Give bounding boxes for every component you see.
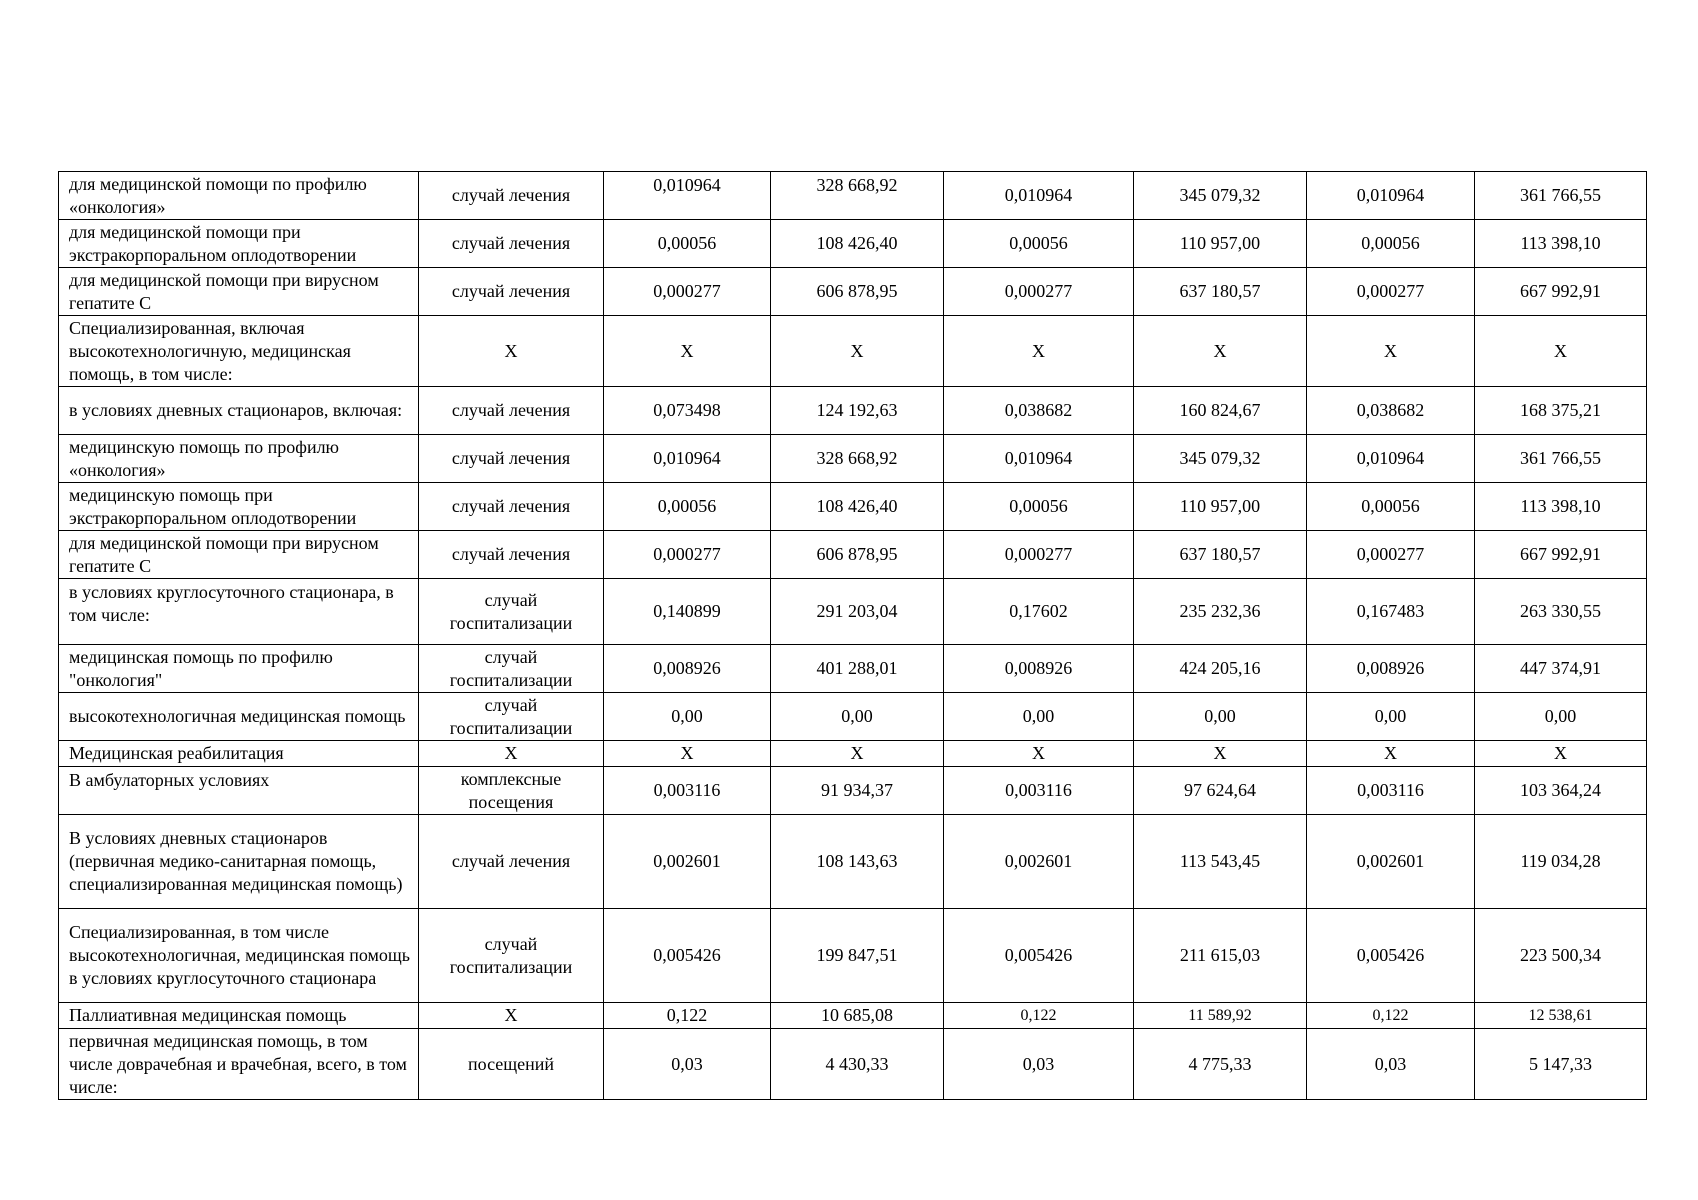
table-row xyxy=(59,531,1647,579)
value-cell: 328 668,92 xyxy=(771,435,944,483)
row-label: для медицинской помощи при экстракорпоральном оплодотворении xyxy=(59,220,419,268)
value-cell: Х xyxy=(1475,316,1647,387)
value-cell: 667 992,91 xyxy=(1475,268,1647,316)
row-label: медицинскую помощь по профилю «онкология» xyxy=(59,435,419,483)
value-cell: 108 143,63 xyxy=(771,815,944,909)
table-row xyxy=(59,220,1647,268)
value-cell: 235 232,36 xyxy=(1134,579,1307,645)
unit-cell: комплексные посещения xyxy=(419,767,604,815)
value-cell: 0,03 xyxy=(604,1029,771,1100)
value-cell: 0,073498 xyxy=(604,387,771,435)
value-cell: 113 398,10 xyxy=(1475,220,1647,268)
value-cell: 0,140899 xyxy=(604,579,771,645)
value-cell: 328 668,92 xyxy=(771,172,944,220)
row-label: высокотехнологичная медицинская помощь xyxy=(59,693,419,741)
value-cell: 103 364,24 xyxy=(1475,767,1647,815)
value-cell: Х xyxy=(944,741,1134,767)
row-label: в условиях круглосуточного стационара, в том числе: xyxy=(59,579,419,645)
value-cell: 0,00056 xyxy=(604,220,771,268)
value-cell: 424 205,16 xyxy=(1134,645,1307,693)
value-cell: 0,00056 xyxy=(1307,220,1475,268)
value-cell: 97 624,64 xyxy=(1134,767,1307,815)
table-row xyxy=(59,387,1647,435)
row-label: В условиях дневных стационаров (первичная медико-санитарная помощь, специализированная медицинская помощь) xyxy=(59,815,419,909)
row-label: в условиях дневных стационаров, включая: xyxy=(59,387,419,435)
value-cell: 0,003116 xyxy=(604,767,771,815)
unit-cell: случай лечения xyxy=(419,172,604,220)
value-cell: 361 766,55 xyxy=(1475,435,1647,483)
value-cell: 0,000277 xyxy=(604,268,771,316)
value-cell: 0,000277 xyxy=(944,268,1134,316)
value-cell: 0,005426 xyxy=(604,909,771,1003)
value-cell: 447 374,91 xyxy=(1475,645,1647,693)
unit-cell: случай лечения xyxy=(419,815,604,909)
value-cell: 0,00 xyxy=(771,693,944,741)
table-row xyxy=(59,172,1647,220)
unit-cell: случай госпитализации xyxy=(419,693,604,741)
value-cell: 0,010964 xyxy=(604,172,771,220)
table-row xyxy=(59,909,1647,1003)
value-cell: 4 775,33 xyxy=(1134,1029,1307,1100)
value-cell: 124 192,63 xyxy=(771,387,944,435)
value-cell: 0,167483 xyxy=(1307,579,1475,645)
table-row xyxy=(59,767,1647,815)
value-cell: 110 957,00 xyxy=(1134,220,1307,268)
value-cell: 110 957,00 xyxy=(1134,483,1307,531)
value-cell: 0,010964 xyxy=(944,172,1134,220)
table-row xyxy=(59,316,1647,387)
row-label: Специализированная, включая высокотехнологичную, медицинская помощь, в том числе: xyxy=(59,316,419,387)
value-cell: Х xyxy=(1134,741,1307,767)
value-cell: 91 934,37 xyxy=(771,767,944,815)
value-cell: Х xyxy=(771,316,944,387)
value-cell: Х xyxy=(604,316,771,387)
value-cell: 606 878,95 xyxy=(771,531,944,579)
value-cell: 0,00056 xyxy=(1307,483,1475,531)
value-cell: 0,000277 xyxy=(1307,268,1475,316)
value-cell: Х xyxy=(1307,316,1475,387)
value-cell: 291 203,04 xyxy=(771,579,944,645)
value-cell: Х xyxy=(771,741,944,767)
unit-cell: случай госпитализации xyxy=(419,579,604,645)
table-row xyxy=(59,483,1647,531)
value-cell: 637 180,57 xyxy=(1134,531,1307,579)
value-cell: 0,008926 xyxy=(604,645,771,693)
row-label: Медицинская реабилитация xyxy=(59,741,419,767)
table-row xyxy=(59,268,1647,316)
unit-cell: Х xyxy=(419,316,604,387)
unit-cell: посещений xyxy=(419,1029,604,1100)
value-cell: 0,005426 xyxy=(944,909,1134,1003)
row-label: медицинскую помощь при экстракорпоральном оплодотворении xyxy=(59,483,419,531)
value-cell: 606 878,95 xyxy=(771,268,944,316)
value-cell: 223 500,34 xyxy=(1475,909,1647,1003)
value-cell: 0,000277 xyxy=(944,531,1134,579)
table-row xyxy=(59,435,1647,483)
value-cell: 4 430,33 xyxy=(771,1029,944,1100)
value-cell: 0,00 xyxy=(944,693,1134,741)
value-cell: 0,008926 xyxy=(1307,645,1475,693)
value-cell: 0,00 xyxy=(1475,693,1647,741)
value-cell: 0,002601 xyxy=(1307,815,1475,909)
value-cell: 12 538,61 xyxy=(1475,1003,1647,1029)
value-cell: 637 180,57 xyxy=(1134,268,1307,316)
table-row xyxy=(59,1029,1647,1100)
value-cell: 108 426,40 xyxy=(771,483,944,531)
value-cell: 0,122 xyxy=(1307,1003,1475,1029)
value-cell: 113 543,45 xyxy=(1134,815,1307,909)
row-label: Паллиативная медицинская помощь xyxy=(59,1003,419,1029)
value-cell: 5 147,33 xyxy=(1475,1029,1647,1100)
value-cell: Х xyxy=(1475,741,1647,767)
value-cell: Х xyxy=(944,316,1134,387)
value-cell: 199 847,51 xyxy=(771,909,944,1003)
value-cell: 0,03 xyxy=(944,1029,1134,1100)
value-cell: 0,010964 xyxy=(604,435,771,483)
value-cell: 0,00056 xyxy=(944,220,1134,268)
value-cell: 0,17602 xyxy=(944,579,1134,645)
unit-cell: случай лечения xyxy=(419,268,604,316)
value-cell: 0,002601 xyxy=(944,815,1134,909)
row-label: для медицинской помощи по профилю «онкология» xyxy=(59,172,419,220)
value-cell: 160 824,67 xyxy=(1134,387,1307,435)
table-row xyxy=(59,815,1647,909)
value-cell: 0,010964 xyxy=(1307,435,1475,483)
value-cell: 0,003116 xyxy=(1307,767,1475,815)
value-cell: 0,003116 xyxy=(944,767,1134,815)
row-label: для медицинской помощи при вирусном гепатите С xyxy=(59,531,419,579)
value-cell: 108 426,40 xyxy=(771,220,944,268)
value-cell: 168 375,21 xyxy=(1475,387,1647,435)
value-cell: Х xyxy=(1307,741,1475,767)
row-label: первичная медицинская помощь, в том числе доврачебная и врачебная, всего, в том числе: xyxy=(59,1029,419,1100)
value-cell: 0,00056 xyxy=(604,483,771,531)
value-cell: 0,038682 xyxy=(944,387,1134,435)
value-cell: 263 330,55 xyxy=(1475,579,1647,645)
table-row xyxy=(59,741,1647,767)
value-cell: 667 992,91 xyxy=(1475,531,1647,579)
table-row xyxy=(59,1003,1647,1029)
row-label: для медицинской помощи при вирусном гепатите С xyxy=(59,268,419,316)
value-cell: 0,038682 xyxy=(1307,387,1475,435)
unit-cell: Х xyxy=(419,1003,604,1029)
unit-cell: случай лечения xyxy=(419,531,604,579)
unit-cell: случай лечения xyxy=(419,483,604,531)
value-cell: Х xyxy=(604,741,771,767)
row-label: В амбулаторных условиях xyxy=(59,767,419,815)
table-row xyxy=(59,645,1647,693)
value-cell: 11 589,92 xyxy=(1134,1003,1307,1029)
unit-cell: Х xyxy=(419,741,604,767)
value-cell: 0,008926 xyxy=(944,645,1134,693)
value-cell: 211 615,03 xyxy=(1134,909,1307,1003)
value-cell: 0,00 xyxy=(1134,693,1307,741)
value-cell: 0,00 xyxy=(604,693,771,741)
value-cell: 401 288,01 xyxy=(771,645,944,693)
row-label: Специализированная, в том числе высокотехнологичная, медицинская помощь в условиях круглосуточного стационара xyxy=(59,909,419,1003)
value-cell: 0,010964 xyxy=(944,435,1134,483)
value-cell: 361 766,55 xyxy=(1475,172,1647,220)
value-cell: 113 398,10 xyxy=(1475,483,1647,531)
value-cell: 0,010964 xyxy=(1307,172,1475,220)
value-cell: 0,000277 xyxy=(1307,531,1475,579)
value-cell: 345 079,32 xyxy=(1134,435,1307,483)
value-cell: Х xyxy=(1134,316,1307,387)
value-cell: 0,005426 xyxy=(1307,909,1475,1003)
medical-care-norms-table xyxy=(58,171,1647,1100)
unit-cell: случай лечения xyxy=(419,387,604,435)
value-cell: 119 034,28 xyxy=(1475,815,1647,909)
value-cell: 0,00 xyxy=(1307,693,1475,741)
value-cell: 10 685,08 xyxy=(771,1003,944,1029)
value-cell: 0,122 xyxy=(944,1003,1134,1029)
value-cell: 0,002601 xyxy=(604,815,771,909)
unit-cell: случай госпитализации xyxy=(419,645,604,693)
row-label: медицинская помощь по профилю "онкология" xyxy=(59,645,419,693)
unit-cell: случай лечения xyxy=(419,435,604,483)
table-row xyxy=(59,693,1647,741)
unit-cell: случай госпитализации xyxy=(419,909,604,1003)
value-cell: 0,00056 xyxy=(944,483,1134,531)
unit-cell: случай лечения xyxy=(419,220,604,268)
table-row xyxy=(59,579,1647,645)
value-cell: 0,000277 xyxy=(604,531,771,579)
value-cell: 345 079,32 xyxy=(1134,172,1307,220)
value-cell: 0,122 xyxy=(604,1003,771,1029)
value-cell: 0,03 xyxy=(1307,1029,1475,1100)
